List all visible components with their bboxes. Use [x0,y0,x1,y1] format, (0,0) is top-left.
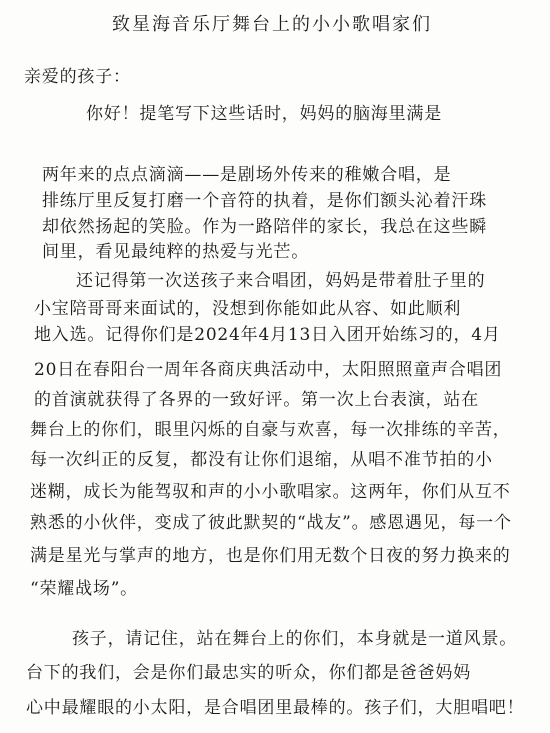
letter-line-18: 台下的我们，会是你们最忠实的听众，你们都是爸爸妈妈 [26,663,471,683]
letter-line-19: 心中最耀眼的小太阳，是合唱团里最棒的。孩子们，大胆唱吧！ [26,698,525,718]
letter-line-13: 迷糊，成长为能驾驭和声的小小歌唱家。这两年，你们从互不 [30,482,511,502]
letter-line-15: 满是星光与掌声的地方，也是你们用无数个日夜的努力换来的 [30,546,511,566]
letter-line-14: 熟悉的小伙伴，变成了彼此默契的“战友”。感恩遇见，每一个 [30,513,512,533]
letter-line-16: “荣耀战场”。 [30,579,138,599]
letter-line-5: 间里，看见最纯粹的热爱与光芒。 [42,242,309,262]
letter-line-10: 的首演就获得了各界的一致好评。第一次上台表演，站在 [34,390,479,410]
letter-line-9: 20日在春阳台一周年各商庆典活动中，太阳照照童声合唱团 [34,360,503,380]
letter-line-17: 孩子，请记住，站在舞台上的你们，本身就是一道风景。 [72,629,517,649]
letter-line-6: 还记得第一次送孩子来合唱团，妈妈是带着肚子里的 [76,271,486,291]
letter-line-8: 地入选。记得你们是2024年4月13日入团开始练习的，4月 [34,325,501,345]
letter-line-4: 却依然扬起的笑脸。作为一路陪伴的家长，我总在这些瞬 [42,217,487,237]
letter-salutation: 亲爱的孩子： [24,67,131,87]
letter-line-2: 两年来的点点滴滴——是剧场外传来的稚嫩合唱，是 [42,165,452,185]
letter-line-1: 你好！提笔写下这些话时，妈妈的脑海里满是 [86,104,442,124]
letter-line-12: 每一次纠正的反复，都没有让你们退缩，从唱不准节拍的小 [30,450,493,470]
letter-line-7: 小宝陪哥哥来面试的，没想到你能如此从容、如此顺利 [34,299,462,319]
letter-line-3: 排练厅里反复打磨一个音符的执着，是你们额头沁着汗珠 [42,191,487,211]
letter-line-11: 舞台上的你们，眼里闪烁的自豪与欢喜，每一次排练的辛苦， [30,420,511,440]
letter-title: 致星海音乐厅舞台上的小小歌唱家们 [112,14,432,35]
